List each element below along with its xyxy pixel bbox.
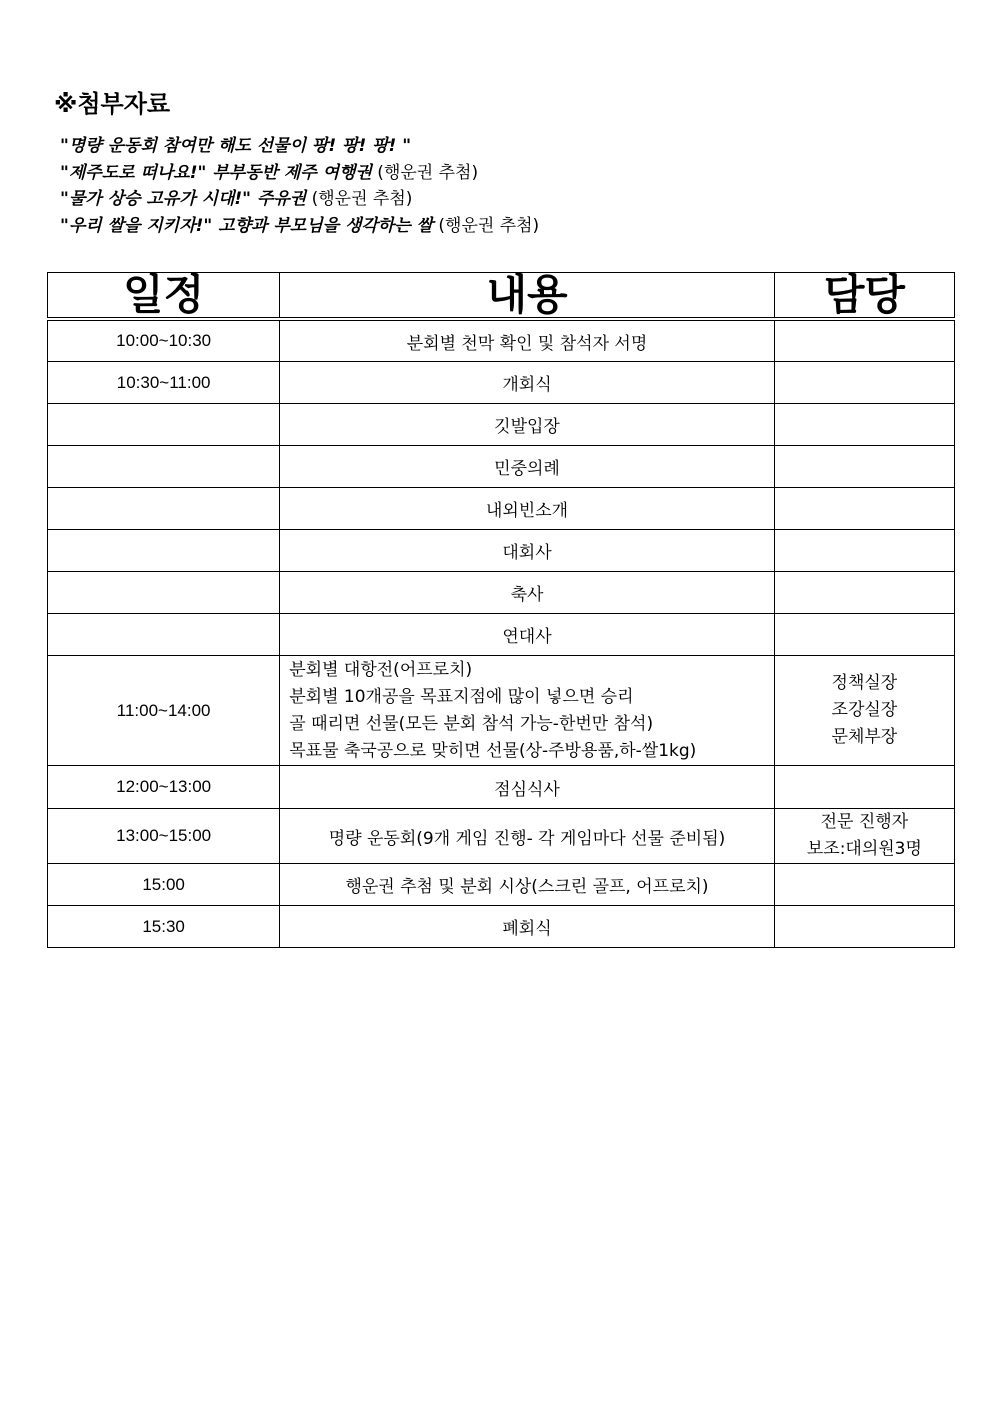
prize-note [60,186,539,213]
schedule-content-line: 민중의례 [494,459,560,479]
schedule-row [48,572,955,614]
schedule-content-line: 대회사 [502,543,552,563]
schedule-owner-line: 전문 진행자 [820,812,909,832]
prize-note [60,133,539,160]
schedule-content [280,906,775,948]
schedule-table [47,272,955,948]
schedule-content-line: 개회식 [502,375,552,395]
schedule-owner [774,404,954,446]
schedule-time [48,404,280,446]
prize-note-method: (행운권 추첨) [371,162,479,183]
schedule-time: 15:00 [48,864,280,906]
schedule-content-line: 행운권 추첨 및 분회 시상(스크린 골프, 어프로치) [345,877,709,897]
schedule-owner [774,319,954,362]
schedule-time: 10:30~11:00 [48,362,280,404]
schedule-content [280,319,775,362]
schedule-content-line: 분회별 10개공을 목표지점에 많이 넣으면 승리 [289,686,634,707]
header-content: 내용 [280,273,775,320]
schedule-content [280,446,775,488]
schedule-row [48,530,955,572]
schedule-owner [774,809,954,864]
schedule-row [48,488,955,530]
schedule-owner-line: 문체부장 [831,727,898,747]
schedule-content [280,809,775,864]
schedule-time: 13:00~15:00 [48,809,280,864]
schedule-time [48,488,280,530]
schedule-content-line: 골 때리면 선물(모든 분회 참석 가능-한번만 참석) [289,713,654,734]
schedule-owner [774,614,954,656]
schedule-owner [774,766,954,809]
prize-note-method: (행운권 추첨) [306,189,413,209]
schedule-row [48,766,955,809]
schedule-row [48,809,955,864]
schedule-content-line: 연대사 [502,627,552,647]
schedule-row [48,319,955,362]
page-heading: ※첨부자료 [54,90,171,118]
schedule-owner-line: 보조:대의원3명 [806,839,922,859]
schedule-owner [774,864,954,906]
schedule-content [280,488,775,530]
schedule-content-line: 축사 [510,585,544,605]
schedule-content-line: 명량 운동회(9개 게임 진행- 각 게임마다 선물 준비됨) [328,828,726,849]
schedule-content [280,614,775,656]
schedule-owner [774,530,954,572]
schedule-content-line: 목표물 축국공으로 맞히면 선물(상-주방용품,하-쌀1kg) [289,740,697,761]
schedule-content [280,404,775,446]
schedule-content [280,766,775,809]
schedule-row [48,362,955,404]
schedule-time [48,614,280,656]
schedule-content-line: 폐회식 [502,919,552,939]
prize-notes [60,133,539,239]
schedule-row [48,404,955,446]
schedule-row [48,906,955,948]
schedule-content [280,530,775,572]
header-time: 일정 [48,273,280,320]
prize-note [60,213,539,240]
schedule-owner [774,488,954,530]
schedule-time: 12:00~13:00 [48,766,280,809]
prize-note-title: "우리 쌀을 지키자!" 고향과 부모님을 생각하는 쌀 [60,215,433,236]
schedule-time: 11:00~14:00 [48,656,280,766]
schedule-time: 15:30 [48,906,280,948]
prize-note-title: "명량 운동회 참여만 해도 선물이 팡! 팡! 팡! " [60,136,412,156]
schedule-owner [774,906,954,948]
schedule-content [280,572,775,614]
prize-note-title: "물가 상승 고유가 시대!" 주유권 [60,189,307,209]
schedule-row [48,446,955,488]
schedule-content [280,864,775,906]
schedule-content [280,656,775,766]
schedule-owner [774,446,954,488]
schedule-owner-line: 정책실장 [831,673,898,693]
schedule-content [280,362,775,404]
header-owner: 담당 [774,273,954,320]
schedule-owner [774,656,954,766]
schedule-time [48,446,280,488]
schedule-content-line: 점심식사 [494,779,560,800]
schedule-row [48,864,955,906]
schedule-time [48,572,280,614]
schedule-row [48,614,955,656]
prize-note-method: (행운권 추첨) [433,215,540,236]
schedule-content-line: 분회별 천막 확인 및 참석자 서명 [406,333,648,354]
schedule-time [48,530,280,572]
schedule-content-line: 내외빈소개 [485,501,569,521]
schedule-time: 10:00~10:30 [48,319,280,362]
schedule-owner [774,362,954,404]
prize-note [60,160,539,187]
prize-note-title: "제주도로 떠나요!" 부부동반 제주 여행권 [60,162,372,183]
schedule-owner [774,572,954,614]
schedule-content-line: 깃발입장 [494,417,560,437]
schedule-row [48,656,955,766]
schedule-body [48,319,955,948]
schedule-header-row [48,273,955,320]
schedule-content-line: 분회별 대항전(어프로치) [289,659,473,680]
schedule-owner-line: 조강실장 [831,700,898,720]
